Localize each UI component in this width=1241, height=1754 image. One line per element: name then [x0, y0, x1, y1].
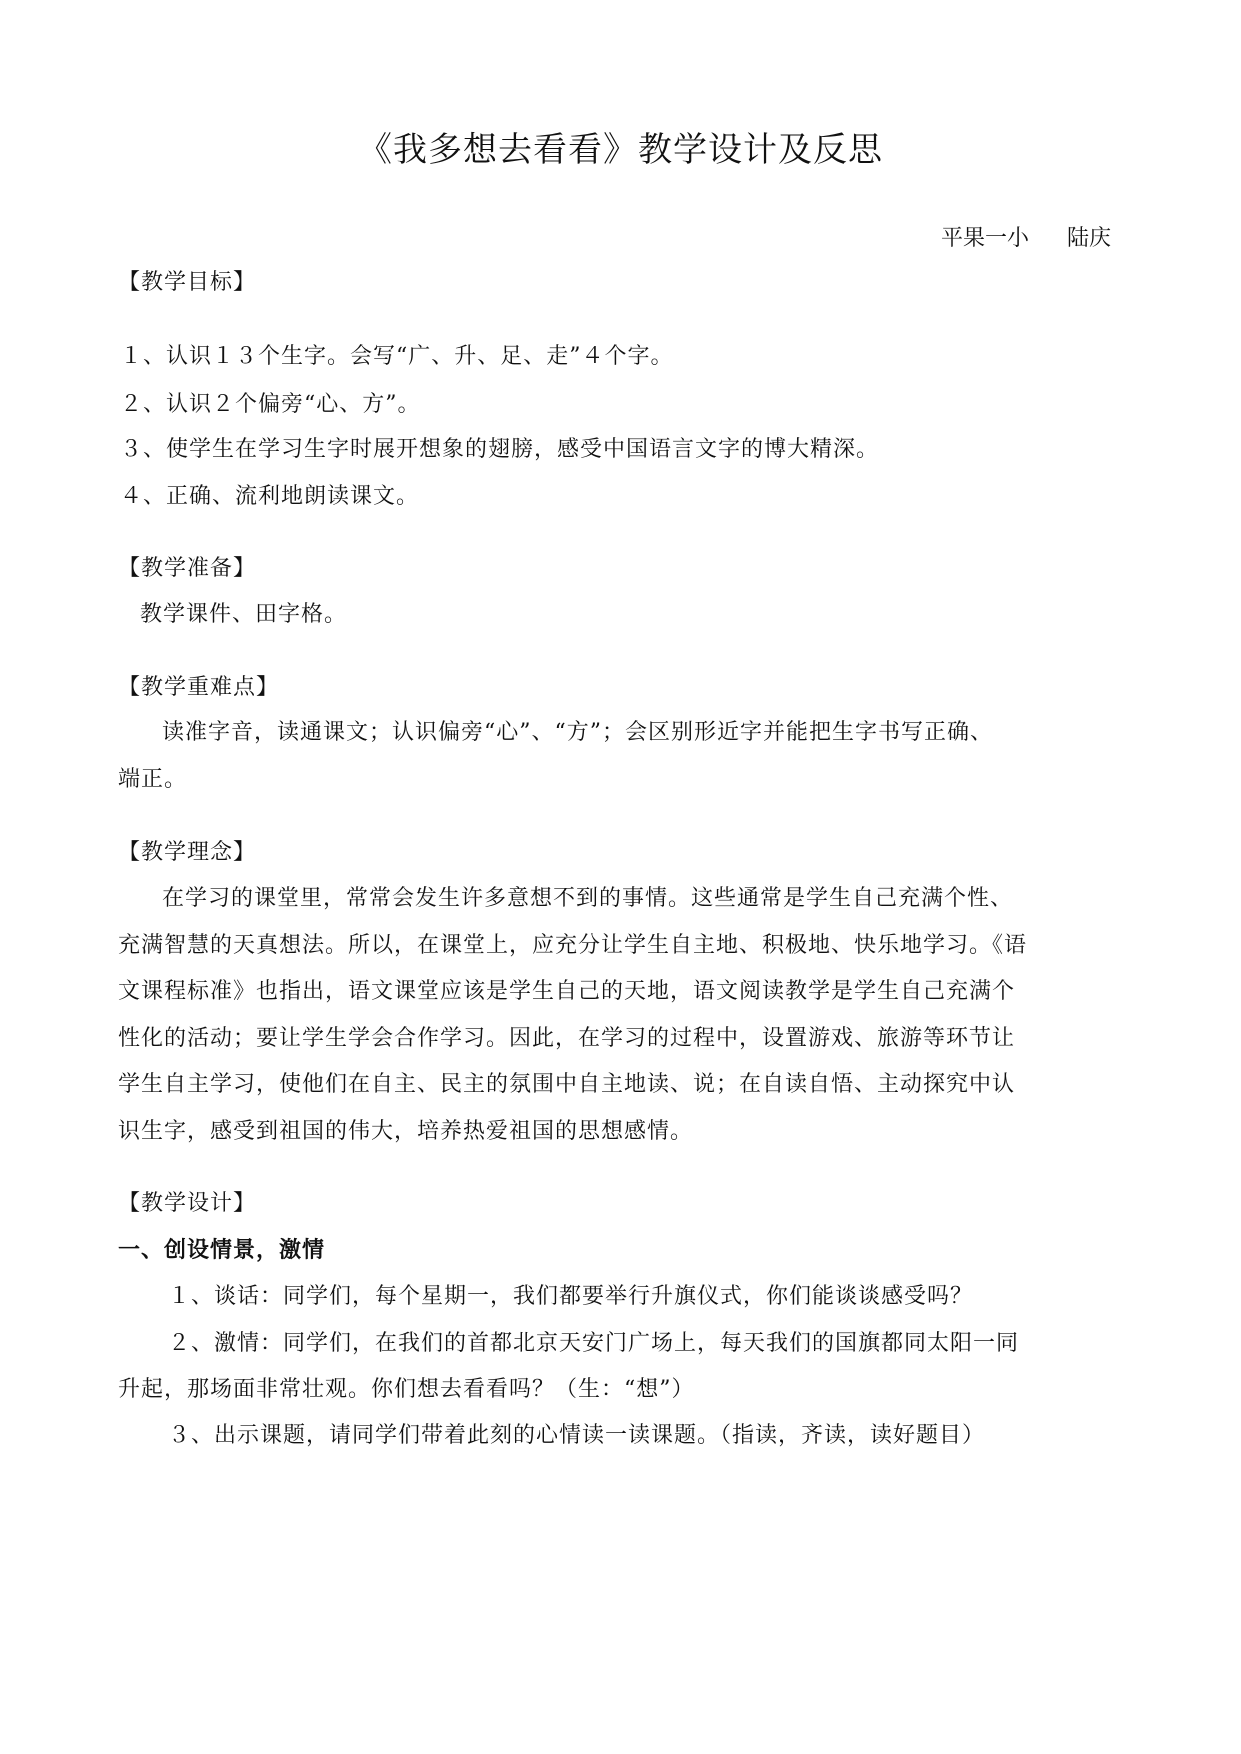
philosophy-heading: 【教学理念】 — [118, 840, 257, 865]
philosophy-line-1: 在学习的课堂里，常常会发生许多意想不到的事情。这些通常是学生自己充满个性、 — [162, 886, 1014, 911]
preparation-heading: 【教学准备】 — [118, 556, 257, 581]
objective-item-2: ２、认识２个偏旁“心、方”。 — [120, 392, 421, 417]
key-points-line-1: 读准字音，读通课文；认识偏旁“心”、“方”；会区别形近字并能把生字书写正确、 — [162, 720, 993, 745]
objective-item-1: １、认识１３个生字。会写“广、升、足、走”４个字。 — [120, 344, 674, 369]
philosophy-line-5: 学生自主学习，使他们在自主、民主的氛围中自主地读、说；在自读自悟、主动探究中认 — [118, 1072, 1016, 1097]
objectives-heading: 【教学目标】 — [118, 270, 257, 295]
preparation-text: 教学课件、田字格。 — [140, 602, 348, 627]
key-points-heading: 【教学重难点】 — [118, 675, 280, 700]
design-step-1: １、谈话：同学们，每个星期一，我们都要举行升旗仪式，你们能谈谈感受吗？ — [168, 1284, 974, 1309]
design-step-2-cont: 升起，那场面非常壮观。你们想去看看吗？（生：“想”） — [118, 1377, 695, 1402]
philosophy-line-3: 文课程标准》也指出，语文课堂应该是学生自己的天地，语文阅读教学是学生自己充满个 — [118, 979, 1016, 1004]
document-title: 《我多想去看看》教学设计及反思 — [358, 130, 883, 170]
objective-item-4: ４、正确、流利地朗读课文。 — [120, 484, 420, 509]
design-heading: 【教学设计】 — [118, 1191, 257, 1216]
philosophy-line-2: 充满智慧的天真想法。所以，在课堂上，应充分让学生自主地、积极地、快乐地学习。《语 — [118, 933, 1028, 958]
objective-item-3: ３、使学生在学习生字时展开想象的翅膀，感受中国语言文字的博大精深。 — [120, 437, 880, 462]
design-step-3: ３、出示课题，请同学们带着此刻的心情读一读课题。（指读，齐读，读好题目） — [168, 1423, 986, 1448]
author-name: 陆庆 — [1066, 226, 1111, 251]
author-school: 平果一小 — [940, 226, 1029, 251]
philosophy-line-4: 性化的活动；要让学生学会合作学习。因此，在学习的过程中，设置游戏、旅游等环节让 — [118, 1026, 1016, 1051]
philosophy-line-6: 识生字，感受到祖国的伟大，培养热爱祖国的思想感情。 — [118, 1119, 694, 1144]
author-line — [941, 224, 1111, 254]
design-step-2: ２、激情：同学们，在我们的首都北京天安门广场上，每天我们的国旗都同太阳一同 — [168, 1331, 1020, 1356]
section-1-title: 一、创设情景，激情 — [118, 1238, 326, 1263]
key-points-line-2: 端正。 — [118, 767, 188, 792]
